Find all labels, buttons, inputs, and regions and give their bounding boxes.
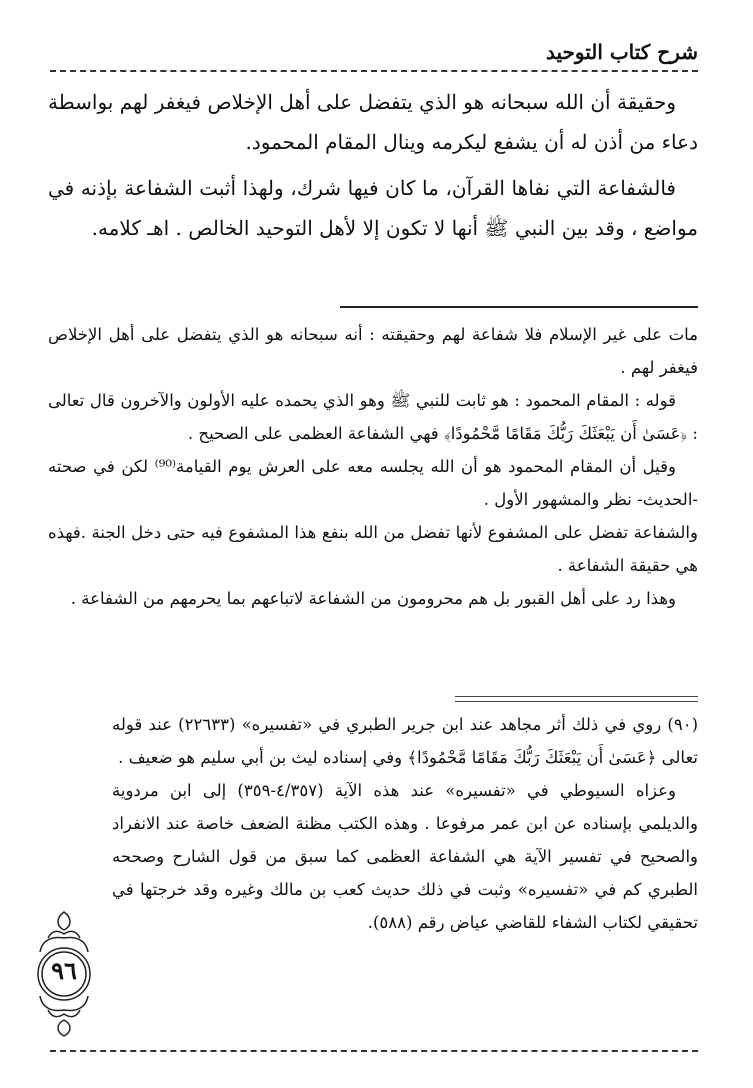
main-text <box>48 82 698 248</box>
commentary-text <box>48 318 698 615</box>
page-number: ٩٦ <box>51 956 77 985</box>
commentary-paragraph: والشفاعة تفضل على المشفوع لأنها تفضل من الله بنفع هذا المشفوع فيه حتى دخل الجنة .فهذه هي حقيقة الشفاعة . <box>48 523 698 575</box>
commentary-paragraph: وهذا رد على أهل القبور بل هم محرومون من الشفاعة لاتباعهم بما يحرمهم من الشفاعة . <box>70 589 676 608</box>
main-paragraph: وحقيقة أن الله سبحانه هو الذي يتفضل على أهل الإخلاص فيغفر لهم بواسطة دعاء من أذن له أن يشفع ليكرمه وينال المقام المحمود. <box>48 90 698 154</box>
footnote-divider <box>455 696 698 702</box>
footnote-continuation: وعزاه السيوطي في «تفسيره» عند هذه الآية (٤/٣٥٧-٣٥٩) إلى ابن مردوية والديلمي بإسناده عن ابن عمر مرفوعا . وهذه الكتب مظنة الضعف خاصة عند الانفراد والصحيح في تفسير الآية هي الشفاعة العظمى كما سبق من قول الشارح وصححه الطبري كم في «تفسيره» وثبت في ذلك حديث كعب بن مالك وغيره وقد خرجتها في تحقيقي لكتاب الشفاء للقاضي عياض رقم (٥٨٨). <box>112 781 698 932</box>
main-text-divider <box>340 306 698 308</box>
footer-divider <box>50 1050 698 1052</box>
footnote-90: (٩٠) روي في ذلك أثر مجاهد عند ابن جرير الطبري في «تفسيره» (٢٢٦٣٣) عند قوله تعالى ﴿عَسَىٰ أَن يَبْعَثَكَ رَبُّكَ مَقَامًا مَّحْمُودًا﴾ وفي إسناده ليث بن أبي سليم هو ضعيف . <box>112 715 698 767</box>
footnotes <box>112 708 698 939</box>
commentary-paragraph: قوله : المقام المحمود : هو ثابت للنبي ﷺ وهو الذي يحمده عليه الأولون والآخرون قال تعالى : ﴿عَسَىٰ أَن يَبْعَثَكَ رَبُّكَ مَقَامًا مَّحْمُودًا﴾ فهي الشفاعة العظمى على الصحيح . <box>48 391 698 443</box>
page-number-ornament <box>28 908 100 1038</box>
commentary-paragraph: وقيل أن المقام المحمود هو أن الله يجلسه معه على العرش يوم القيامة⁽⁹⁰⁾ لكن في صحته -الحديث- نظر والمشهور الأول . <box>48 457 698 509</box>
main-paragraph: فالشفاعة التي نفاها القرآن، ما كان فيها شرك، ولهذا أثبت الشفاعة بإذنه في مواضع ، وقد بين النبي ﷺ أنها لا تكون إلا لأهل التوحيد الخالص . اهـ كلامه. <box>48 176 698 240</box>
running-header-title: شرح كتاب التوحيد <box>545 40 698 64</box>
commentary-paragraph: مات على غير الإسلام فلا شفاعة لهم وحقيقته : أنه سبحانه هو الذي يتفضل على أهل الإخلاص فيغفر لهم . <box>48 325 698 377</box>
header-divider <box>50 70 698 72</box>
